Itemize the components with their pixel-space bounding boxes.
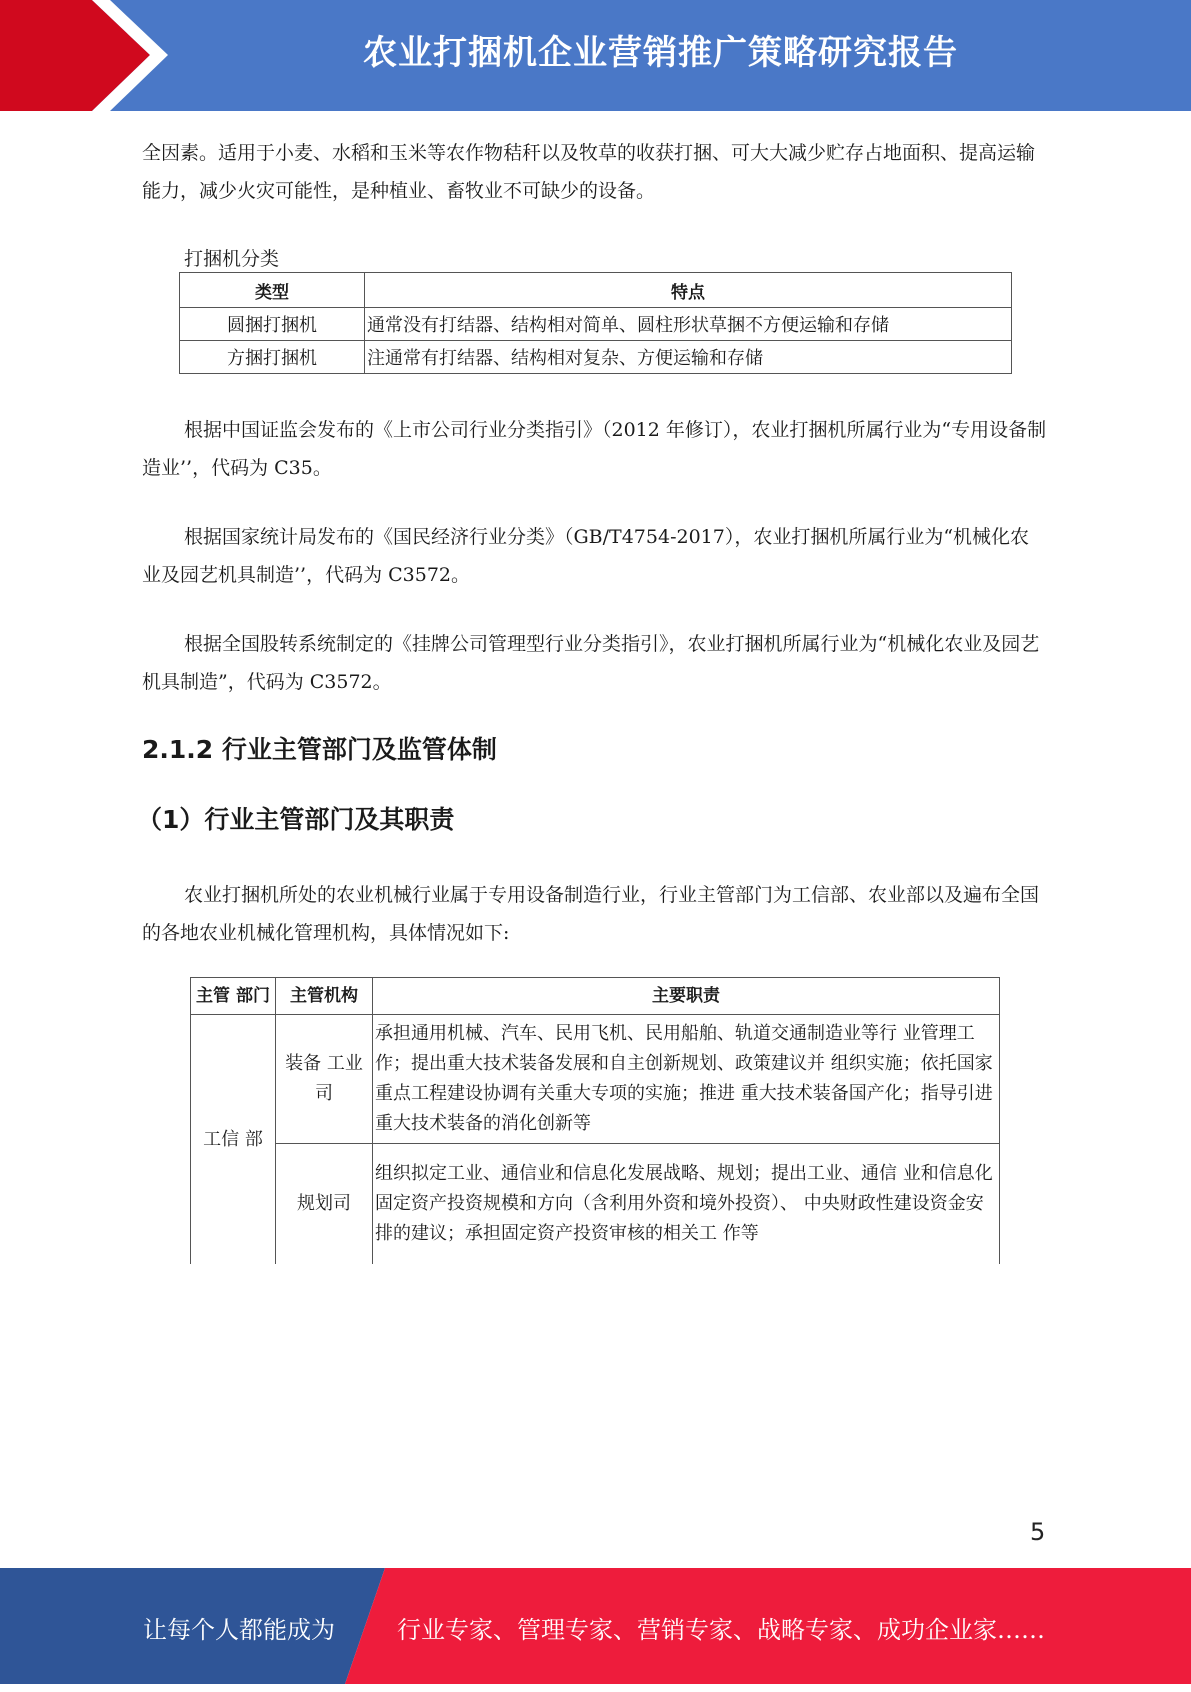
table-header-cell: 主要职责 (373, 978, 1000, 1015)
department-cell: 工信 部 (191, 1015, 276, 1265)
table-cell: 圆捆打捆机 (180, 308, 365, 341)
table-header-cell: 主管 部门 (191, 978, 276, 1015)
table-cell: 注通常有打结器、结构相对复杂、方便运输和存储 (365, 341, 1012, 374)
baler-classification-table (179, 272, 1012, 374)
table-header-cell: 类型 (180, 273, 365, 308)
header-banner (0, 0, 1191, 111)
dept-paragraph: 农业打捆机所处的农业机械行业属于专用设备制造行业，行业主管部门为工信部、农业部以及遍布全国的各地农业机械化管理机构，具体情况如下: (142, 884, 1040, 944)
intro-paragraph: 全因素。适用于小麦、水稻和玉米等农作物秸秆以及牧草的收获打捆、可大大减少贮存占地面积、提高运输能力，减少火灾可能性，是种植业、畜牧业不可缺少的设备。 (142, 142, 1036, 202)
table-header-cell: 主管机构 (276, 978, 373, 1015)
table-row (180, 308, 1012, 341)
body-paragraph: 根据全国股转系统制定的《挂牌公司管理型行业分类指引》，农业打捆机所属行业为“机械化农业及园艺机具制造”，代码为 C3572。 (142, 633, 1040, 693)
table-cell: 方捆打捆机 (180, 341, 365, 374)
duty-cell: 承担通用机械、汽车、民用飞机、民用船舶、轨道交通制造业等行 业管理工作；提出重大技术装备发展和自主创新规划、政策建议并 组织实施；依托国家重点工程建设协调有关重大专项的实施；推进 重大技术装备国产化；指导引进重大技术装备的消化创新等 (373, 1015, 1000, 1144)
table-row (180, 341, 1012, 374)
duty-cell: 组织拟定工业、通信业和信息化发展战略、规划；提出工业、通信 业和信息化固定资产投资规模和方向（含利用外资和境外投资）、 中央财政性建设资金安排的建议；承担固定资产投资审核的相关工 作等 (373, 1144, 1000, 1265)
table-header-cell: 特点 (365, 273, 1012, 308)
body-paragraph: 根据国家统计局发布的《国民经济行业分类》（GB/T4754-2017），农业打捆机所属行业为“机械化农业及园艺机具制造’’，代码为 C3572。 (142, 526, 1030, 586)
report-title: 农业打捆机企业营销推广策略研究报告 (363, 33, 958, 73)
org-cell: 规划司 (276, 1144, 373, 1265)
department-duties-table (190, 977, 1000, 1264)
body-paragraph: 根据中国证监会发布的《上市公司行业分类指引》（2012 年修订），农业打捆机所属行业为“专用设备制造业’’，代码为 C35。 (142, 419, 1047, 479)
table-cell: 通常没有打结器、结构相对简单、圆柱形状草捆不方便运输和存储 (365, 308, 1012, 341)
table-row (191, 1144, 1000, 1265)
table-header-row (191, 978, 1000, 1015)
footer-slogan-left: 让每个人都能成为 (143, 1616, 335, 1644)
footer-slogan-right: 行业专家、管理专家、营销专家、战略专家、成功企业家…… (397, 1616, 1045, 1644)
table-header-row (180, 273, 1012, 308)
sub-heading: （1）行业主管部门及其职责 (137, 805, 455, 834)
page-number: 5 (1030, 1518, 1046, 1546)
org-cell: 装备 工业司 (276, 1015, 373, 1144)
baler-table-caption: 打捆机分类 (184, 248, 280, 270)
table-row (191, 1015, 1000, 1144)
footer-banner (0, 1568, 1191, 1684)
section-heading: 2.1.2 行业主管部门及监管体制 (142, 735, 497, 764)
